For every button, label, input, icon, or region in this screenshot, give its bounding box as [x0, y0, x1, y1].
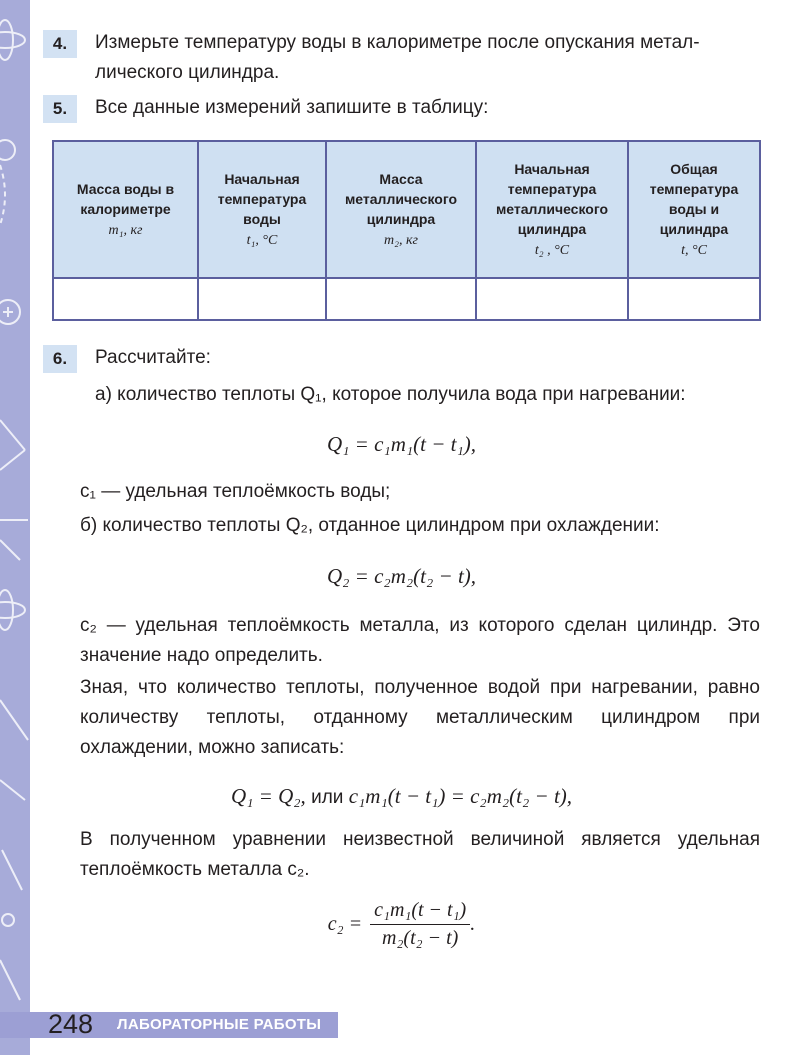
table-row: [53, 278, 760, 320]
step-6: [43, 343, 760, 373]
decorative-side-strip: [0, 0, 30, 1055]
header-water-mass: Масса воды в калориметре m₁, кг: [53, 141, 198, 278]
table-cell[interactable]: [53, 278, 198, 320]
step-5: [43, 93, 760, 123]
header-water-temp: Начальная температура воды t₁, °С: [198, 141, 326, 278]
measurement-table: [52, 140, 761, 321]
step-6-text: Рассчитайте:: [95, 347, 211, 368]
step-4-text: [95, 28, 760, 88]
table-cell[interactable]: [476, 278, 628, 320]
step-number-4: 4.: [43, 30, 77, 58]
table-cell[interactable]: [198, 278, 326, 320]
header-cylinder-temp: Начальная температура металлического цилиндра t₂ , °С: [476, 141, 628, 278]
formula-c2-lhs: c₂ =: [327, 913, 363, 935]
step-number-5: 5.: [43, 95, 77, 123]
step-5-text: Все данные измерений запишите в таблицу:: [95, 97, 489, 118]
step-4: [43, 28, 760, 88]
item-b-text: б) количество теплоты Q₂, отданное цилиндром при охлаждении:: [80, 515, 660, 536]
formula-q2: Q₂ = c₂m₂(t₂ − t),: [326, 564, 477, 588]
atom-decoration-icon: [0, 0, 30, 1055]
page-content: [43, 28, 760, 950]
table-header-row: [53, 141, 760, 278]
formula-c2: [43, 899, 760, 950]
table-cell[interactable]: [628, 278, 760, 320]
fraction: [370, 899, 470, 950]
fraction-denominator: m₂(t₂ − t): [382, 927, 459, 949]
page-number: 248: [48, 1009, 94, 1039]
header-cylinder-mass: Масса металлического цилиндра m₂, кг: [326, 141, 476, 278]
formula-heat-balance: c₁m₁(t − t₁) = c₂m₂(t₂ − t),: [348, 784, 573, 808]
formula-balance: [43, 781, 760, 813]
step-4-line-2: лического цилиндра.: [95, 62, 280, 83]
c1-definition: c₁ — удельная теплоёмкость воды;: [80, 481, 391, 502]
header-total-temp: Общая температура воды и цилиндра t, °С: [628, 141, 760, 278]
step-number-6: 6.: [43, 345, 77, 373]
item-a-text: а) количество теплоты Q₁, которое получила вода при нагревании:: [95, 384, 686, 405]
formula-period: .: [470, 913, 476, 935]
table-cell[interactable]: [326, 278, 476, 320]
formula-or: или: [305, 787, 349, 808]
knowing-text: Зная, что количество теплоты, полученное водой при нагревании, равно количеству теплоты, отданному металлическим цилиндром при охлаждении, можно записать:: [80, 677, 760, 758]
formula-q-equal: Q₁ = Q₂,: [230, 784, 306, 808]
fraction-numerator: c₁m₁(t − t₁): [370, 899, 470, 925]
formula-q1: Q₁ = c₁m₁(t − t₁),: [326, 432, 477, 456]
c2-definition: c₂ — удельная теплоёмкость металла, из которого сделан цилиндр. Это значение надо определить.: [80, 615, 760, 666]
step-4-line-1: Измерьте температуру воды в калориметре после опускания метал-: [95, 32, 700, 53]
unknown-text: В полученном уравнении неизвестной величиной является удельная теплоёмкость металла c₂.: [80, 829, 760, 880]
section-title: ЛАБОРАТОРНЫЕ РАБОТЫ: [117, 1016, 322, 1033]
